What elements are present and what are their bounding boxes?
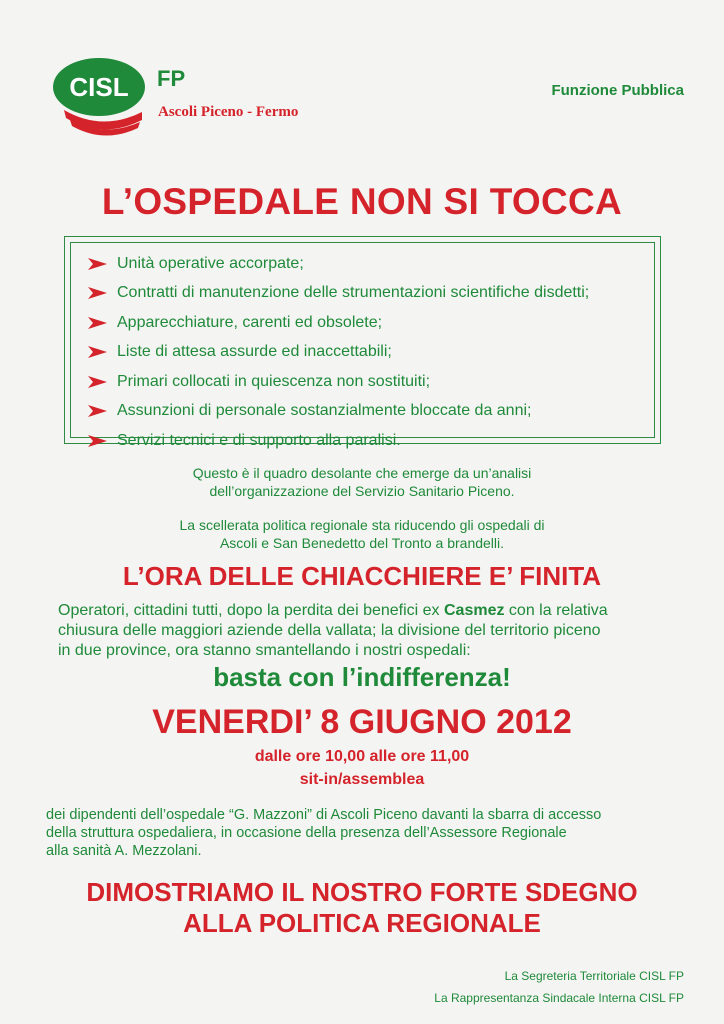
cisl-logo — [52, 54, 148, 140]
event-date: VENERDI’ 8 GIUGNO 2012 — [152, 703, 572, 741]
arrow-icon — [87, 316, 109, 330]
list-item: Servizi tecnici e di supporto alla paralisi. — [87, 426, 589, 456]
list-item: Assunzioni di personale sostanzialmente bloccate da anni; — [87, 397, 589, 427]
issues-box — [64, 236, 661, 449]
city-label: Ascoli Piceno - Fermo — [158, 104, 299, 120]
issues-list — [87, 249, 589, 456]
list-item: Contratti di manutenzione delle strumentazioni scientifiche disdetti; — [87, 279, 589, 309]
arrow-icon — [87, 286, 109, 300]
operators-paragraph: Operatori, cittadini tutti, dopo la perdita dei benefici ex Casmez con la relativa chiusura delle maggiori aziende della vallata; la divisione del territorio piceno in due province, ora stanno smantellando i nostri ospedali: — [58, 602, 608, 659]
logo-text: CISL — [69, 72, 129, 102]
analysis-paragraph: Questo è il quadro desolante che emerge da un’analisi dell’organizzazione del Servizio Sanitario Piceno. — [192, 465, 532, 499]
basta-slogan: basta con l’indifferenza! — [213, 662, 511, 692]
arrow-icon — [87, 345, 109, 359]
list-item: Unità operative accorpate; — [87, 249, 589, 279]
signature-segreteria: La Segreteria Territoriale CISL FP — [504, 969, 684, 983]
headline-chiacchiere: L’ORA DELLE CHIACCHIERE E’ FINITA — [122, 561, 602, 591]
arrow-icon — [87, 257, 109, 271]
employees-paragraph: dei dipendenti dell’ospedale “G. Mazzoni” di Ascoli Piceno davanti la sbarra di accesso della struttura ospedaliera, in occasione della presenza dell’Assessore Regionale alla sanità A. Mezzolani. — [46, 807, 602, 859]
funzione-pubblica-label: Funzione Pubblica — [551, 82, 684, 99]
event-hours: dalle ore 10,00 alle ore 11,00 — [254, 748, 470, 765]
list-item: Liste di attesa assurde ed inaccettabili; — [87, 338, 589, 368]
final-slogan: DIMOSTRIAMO IL NOSTRO FORTE SDEGNO ALLA POLITICA REGIONALE — [86, 877, 638, 938]
main-title: L’OSPEDALE NON SI TOCCA — [101, 181, 623, 222]
event-type: sit-in/assemblea — [299, 771, 425, 788]
regional-policy-paragraph: La scellerata politica regionale sta riducendo gli ospedali di Ascoli e San Benedetto del Tronto a brandelli. — [179, 517, 545, 551]
arrow-icon — [87, 404, 109, 418]
fp-label: FP — [157, 66, 186, 91]
arrow-icon — [87, 375, 109, 389]
list-item: Primari collocati in quiescenza non sostituiti; — [87, 367, 589, 397]
arrow-icon — [87, 434, 109, 448]
signature-rappresentanza: La Rappresentanza Sindacale Interna CISL FP — [434, 991, 684, 1005]
list-item: Apparecchiature, carenti ed obsolete; — [87, 308, 589, 338]
